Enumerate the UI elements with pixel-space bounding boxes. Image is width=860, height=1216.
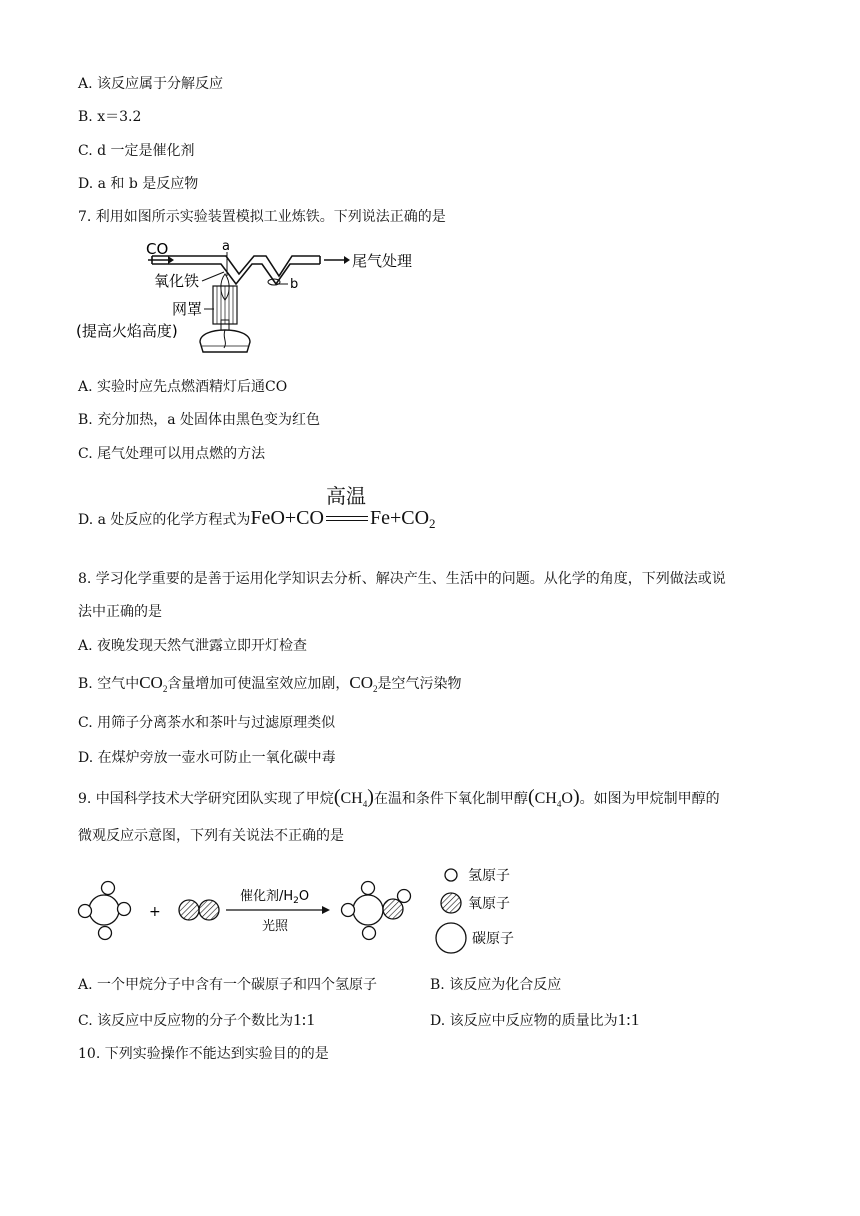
- q9-option-c-text: C. 该反应中反应物的分子个数比为: [78, 1013, 294, 1029]
- q9-ch4o-sub: 4: [556, 798, 562, 809]
- q7-eq-right: Fe+CO: [369, 507, 430, 529]
- q9-option-a: A. 一个甲烷分子中含有一个碳原子和四个氢原子: [78, 977, 378, 993]
- q9-legend: [436, 868, 514, 953]
- q7-option-b: B. 充分加热，a 处固体由黑色变为红色: [78, 412, 320, 428]
- q8-stem-line2: 法中正确的是: [78, 604, 162, 620]
- q7-option-d: [78, 484, 436, 534]
- q8-option-c: C. 用筛子分离茶水和茶叶与过滤原理类似: [78, 715, 336, 731]
- q8-option-b-sub: 2: [162, 683, 168, 694]
- q9-option-b: B. 该反应为化合反应: [430, 977, 562, 993]
- q9-ch4-sub: 4: [362, 798, 368, 809]
- q9-option-c-ratio: 1:1: [293, 1010, 315, 1029]
- q7-option-a: A. 实验时应先点燃酒精灯后通CO: [78, 379, 288, 395]
- q8-option-b-text3: 是空气污染物: [377, 676, 462, 692]
- q7-apparatus-diagram: [76, 234, 436, 364]
- q7-label-tail: 尾气处理: [352, 252, 413, 270]
- q7-option-d-prefix: D. a 处反应的化学方程式为: [78, 512, 251, 528]
- q9-oxygen-molecule: [179, 900, 219, 920]
- q9-arrow-condition-top: 催化剂$/H_2O$: [240, 889, 310, 906]
- q9-plus-sign: +: [149, 904, 161, 920]
- q9-option-d-text: D. 该反应中反应物的质量比为: [430, 1013, 618, 1029]
- q7-eq-arrow: [324, 484, 370, 530]
- q9-methane-molecule: [79, 882, 131, 940]
- q7-label-b: b: [290, 277, 299, 292]
- q7-eq-condition: 高温: [325, 484, 366, 508]
- q8-option-b-text2: 含量增加可使温室效应加剧，: [167, 676, 350, 692]
- q8-option-b: [78, 673, 462, 699]
- q7-option-c: C. 尾气处理可以用点燃的方法: [78, 446, 266, 462]
- q6-option-d: D. a 和 b 是反应物: [78, 176, 199, 192]
- q10-stem: 10. 下列实验操作不能达到实验目的的是: [78, 1046, 329, 1062]
- q9-paren-open-2: (: [527, 786, 535, 808]
- q8-option-b-co2-second: CO: [349, 673, 373, 692]
- q9-option-c: [78, 1010, 315, 1031]
- q7-eq-left: FeO+CO: [250, 507, 324, 529]
- q9-methanol-molecule: [342, 882, 411, 940]
- q9-paren-close: ): [367, 786, 374, 808]
- q8-option-b-co2: CO: [139, 673, 163, 692]
- q9-option-d-ratio: 1:1: [617, 1010, 640, 1029]
- q9-option-d: [430, 1010, 639, 1031]
- q8-option-b-sub-second: 2: [373, 683, 378, 694]
- q9-arrow-condition-bottom: 光照: [262, 919, 289, 934]
- q9-stem-line1: [78, 787, 720, 814]
- q9-legend-c: 碳原子: [472, 931, 514, 947]
- q9-reaction-diagram: [74, 858, 534, 954]
- q6-option-b: B. x＝3.2: [78, 109, 142, 125]
- q8-stem-line1: 8. 学习化学重要的是善于运用化学知识去分析、解决产生、生活中的问题。从化学的角度，下列做法或说: [78, 571, 726, 587]
- q7-label-iron-oxide: 氧化铁: [154, 272, 200, 290]
- q9-stem-text3: 。如图为甲烷制甲醇的: [579, 791, 720, 807]
- q9-stem-line2: 微观反应示意图，下列有关说法不正确的是: [78, 828, 344, 844]
- q7-label-flame: (提高火焰高度): [76, 322, 178, 340]
- q7-label-a: a: [222, 239, 230, 254]
- q9-stem-text1: 9. 中国科学技术大学研究团队实现了甲烷: [78, 791, 334, 807]
- q9-ch4o-o: O: [561, 790, 573, 807]
- q6-option-a: A. 该反应属于分解反应: [78, 76, 224, 92]
- q9-paren-open: (: [333, 786, 341, 808]
- q9-legend-o: 氧原子: [468, 896, 510, 912]
- q7-label-co: CO: [146, 240, 169, 258]
- q9-paren-close-2: ): [572, 786, 580, 808]
- q8-option-a: A. 夜晚发现天然气泄露立即开灯检查: [78, 638, 308, 654]
- q7-stem: 7. 利用如图所示实验装置模拟工业炼铁。下列说法正确的是: [78, 209, 446, 225]
- q6-option-c: C. d 一定是催化剂: [78, 143, 195, 159]
- q9-ch4o: CH: [534, 790, 557, 807]
- q9-legend-h: 氢原子: [468, 868, 510, 884]
- q9-ch4: CH: [340, 790, 363, 807]
- q9-stem-text2: 在温和条件下氧化制甲醇: [373, 791, 528, 807]
- q8-option-d: D. 在煤炉旁放一壶水可防止一氧化碳中毒: [78, 750, 336, 766]
- q7-label-gauze: 网罩: [172, 300, 203, 318]
- q7-eq-sub: 2: [429, 515, 436, 531]
- q8-option-b-text1: B. 空气中: [78, 676, 140, 692]
